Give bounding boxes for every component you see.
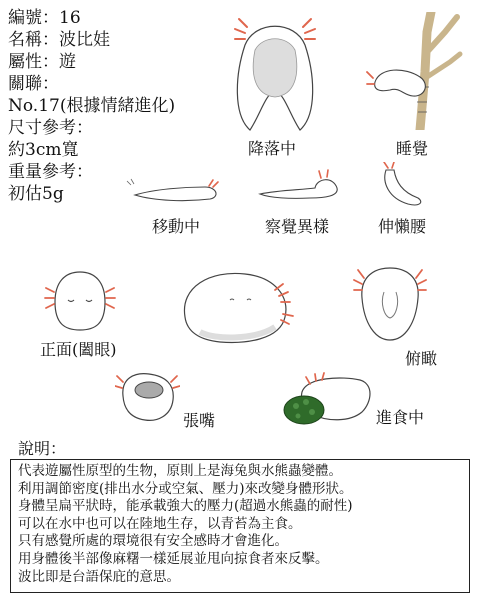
description-box: [10, 459, 470, 593]
caption-stretching: 伸懶腰: [378, 217, 427, 236]
description-line: 代表遊屬性原型的生物，原則上是海兔與水熊蟲變體。: [18, 463, 342, 479]
caption-front: 正面(闔眼): [40, 340, 117, 359]
weight-value: 初估5g: [8, 184, 64, 204]
relation-line: 關聯：: [8, 74, 59, 94]
rounded-creature-illustration: [175, 262, 300, 347]
stretching-creature-illustration: [378, 162, 428, 210]
relation-value: No.17(根據情緒進化): [8, 96, 176, 116]
overhead-creature-illustration: [350, 258, 430, 348]
sensing-creature-illustration: [255, 168, 345, 204]
falling-creature-illustration: [225, 5, 325, 140]
caption-sensing: 察覺異樣: [265, 217, 330, 236]
description-line: 波比即是台語保庇的意思。: [18, 568, 180, 585]
size-label: 尺寸參考：: [8, 118, 93, 138]
size-value: 約3cm寬: [8, 140, 79, 160]
description-line: 可以在水中也可以在陸地生存，以青苔為主食。: [18, 515, 302, 532]
description-line: 只有感覺所處的環境很有安全感時才會進化。: [18, 533, 288, 550]
caption-eating: 進食中: [376, 408, 425, 427]
name-line: 名稱：波比娃: [8, 30, 110, 50]
front-creature-illustration: [40, 262, 120, 334]
moving-creature-illustration: [125, 175, 225, 205]
caption-moving: 移動中: [152, 217, 201, 236]
attribute-line: 屬性：遊: [8, 52, 76, 72]
caption-sleeping: 睡覺: [396, 139, 429, 158]
caption-falling: 降落中: [248, 139, 297, 158]
description-line: 利用調節密度(排出水分或空氣、壓力)來改變身體形狀。: [18, 480, 353, 497]
caption-overhead: 俯瞰: [405, 349, 438, 368]
weight-label: 重量參考：: [8, 162, 93, 182]
description-line: 身體呈扁平狀時，能承載強大的壓力(超過水熊蟲的耐性): [18, 498, 353, 515]
caption-open-mouth: 張嘴: [183, 411, 216, 430]
description-title: 說明：: [18, 439, 67, 458]
eating-creature-illustration: [282, 372, 377, 427]
sleeping-creature-illustration: [365, 12, 465, 130]
open-mouth-creature-illustration: [115, 368, 180, 426]
id-line: 編號：16: [8, 8, 81, 28]
description-line: 用身體後半部像麻糬一樣延展並甩向掠食者來反擊。: [18, 550, 329, 567]
